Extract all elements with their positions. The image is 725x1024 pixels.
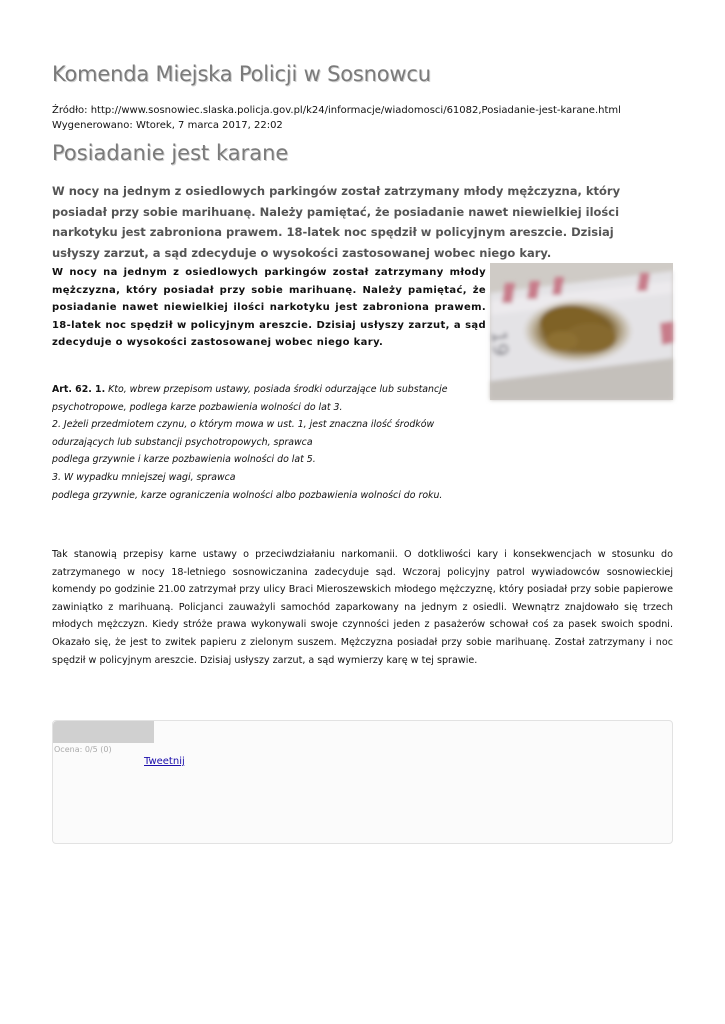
law-line: 2. Jeżeli przedmiotem czynu, o którym mowa w ust. 1, jest znaczna ilość środków [52,419,435,431]
law-line: Art. 62. 1. Kto, wbrew przepisom ustawy, posiada środki odurzające lub substancje [52,384,448,395]
law-article-label: Art. 62. 1. [52,384,106,395]
generated-date: Wygenerowano: Wtorek, 7 marca 2017, 22:02 [52,120,283,131]
law-line: 3. W wypadku mniejszej wagi, sprawca [52,471,236,483]
law-line: psychotropowe, podlega karze pozbawienia wolności do lat 3. [52,401,343,413]
law-citation [52,381,492,504]
article-photo [486,263,673,400]
rating-text: Ocena: 0/5 (0) [54,745,112,754]
law-line: odurzających lub substancji psychotropowych, sprawca [52,436,313,448]
document-meta [52,103,621,133]
article-body-lead: W nocy na jednym z osiedlowych parkingów został zatrzymany młody mężczyzna, który posiadał przy sobie marihuanę. Należy pamiętać, że posiadanie nawet niewielkiej ilości narkotyku jest zabroniona prawem. 18-latek noc spędził w policyjnym areszcie. Dzisiaj usłyszy zarzut, a sąd zdecyduje o wysokości zastosowanej wobec niego kary. [52,267,486,349]
source-url: Źródło: http://www.sosnowiec.slaska.policja.gov.pl/k24/informacje/wiadomosci/61082,Posiadanie-jest-karane.html [52,105,621,116]
article-body: Tak stanowią przepisy karne ustawy o przeciwdziałaniu narkomanii. O dotkliwości kary i konsekwencjach w stosunku do zatrzymanego w nocy 18-letniego sosnowiczanina zadecyduje sąd. Wczoraj policyjny patrol wywiadowców sosnowieckiej komendy po godzinie 21.00 zatrzymał przy ulicy Braci Mieroszewskich młodego mężczyznę, który posiadał przy sobie papierowe zawiniątko z marihuaną. Policjanci zauważyli samochód zaparkowany na jednym z osiedli. Wewnątrz znajdowało się trzech młodych mężczyzn. Kiedy stróże prawa wykonywali swoje czynności jeden z pasażerów schował coś za pasek swoich spodni. Okazało się, że jest to zwitek papieru z zielonym suszem. Mężczyzna posiadał przy sobie marihuanę. Został zatrzymany i noc spędził w policyjnym areszcie. Dzisiaj usłyszy zarzut, a sąd wymierzy karę w tej sprawie. [52,549,673,666]
law-line: podlega grzywnie, karze ograniczenia wolności albo pozbawienia wolności do roku. [52,489,443,501]
rating-bar[interactable] [53,721,154,743]
article-title: Posiadanie jest karane [52,141,289,165]
rating-panel [52,720,673,844]
law-line: podlega grzywnie i karze pozbawienia wolności do lat 5. [52,454,316,466]
article-lead: W nocy na jednym z osiedlowych parkingów został zatrzymany młody mężczyzna, który posiadał przy sobie marihuanę. Należy pamiętać, że posiadanie nawet niewielkiej ilości narkotyku jest zabroniona prawem. 18-latek noc spędził w policyjnym areszcie. Dzisiaj usłyszy zarzut, a sąd zdecyduje o wysokości zastosowanej wobec niego kary. [52,184,621,260]
site-title: Komenda Miejska Policji w Sosnowcu [52,62,431,86]
svg-text:19: 19 [486,329,514,358]
tweet-link[interactable]: Tweetnij [144,756,185,767]
